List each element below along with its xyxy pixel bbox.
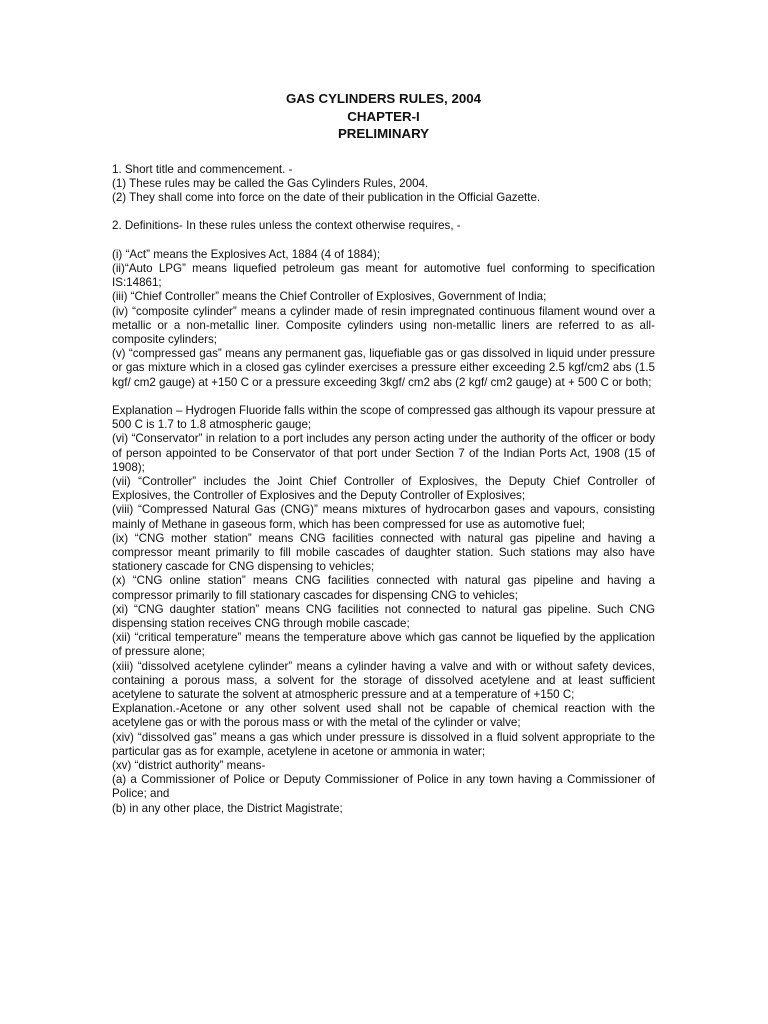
definition-item: (i) “Act” means the Explosives Act, 1884 (4 of 1884); bbox=[112, 247, 381, 261]
section-heading: 2. Definitions- In these rules unless the context otherwise requires, - bbox=[112, 219, 461, 233]
sub-item: (a) a Commissioner of Police or Deputy Commissioner of Police in any town having a Commissioner of Police; and bbox=[112, 773, 655, 801]
definition-item: (vi) “Conservator” in relation to a port includes any person acting under the authority of the officer or body of person appointed to be Conservator of that port under Section 7 of the Indian Ports Act, 1908 (15 of 1908); bbox=[112, 432, 655, 474]
paragraph: (1) These rules may be called the Gas Cylinders Rules, 2004. bbox=[112, 176, 429, 190]
definition-item: (v) “compressed gas” means any permanent gas, liquefiable gas or gas dissolved in liquid under pressure or gas mixture which in a closed gas cylinder exercises a pressure either exceeding 2.5 kgf/cm2 abs (1.5 kgf/ cm2 gauge) at +150 C or a pressure exceeding 3kgf/ cm2 abs (2 kgf/ cm2 gauge) at + 500 C or both; bbox=[112, 347, 655, 389]
chapter-subtitle: PRELIMINARY bbox=[337, 126, 430, 141]
definition-item: (xi) “CNG daughter station” means CNG facilities not connected to natural gas pipeline. Such CNG dispensing station receives CNG through mobile cascade; bbox=[112, 602, 655, 630]
section-definitions-intro bbox=[112, 219, 655, 233]
rules-title: GAS CYLINDERS RULES, 2004 bbox=[285, 91, 482, 106]
definition-item: (xii) “critical temperature” means the temperature above which gas cannot be liquefied by the application of pressure alone; bbox=[112, 631, 655, 659]
definition-item: (xv) “district authority” means- bbox=[112, 758, 266, 772]
document-heading bbox=[112, 90, 655, 143]
definition-item: (x) “CNG online station” means CNG facilities connected with natural gas pipeline and having a compressor primarily to fill stationary cascades for dispensing CNG to vehicles; bbox=[112, 574, 655, 602]
explanation-item: Explanation.-Acetone or any other solvent used shall not be capable of chemical reaction with the acetylene gas or with the porous mass or with the metal of the cylinder or valve; bbox=[112, 702, 655, 730]
explanation-item: Explanation – Hydrogen Fluoride falls within the scope of compressed gas although its vapour pressure at 500 C is 1.7 to 1.8 atmospheric gauge; bbox=[112, 403, 655, 432]
section-heading: 1. Short title and commencement. - bbox=[112, 162, 293, 176]
definition-item: (iii) “Chief Controller” means the Chief Controller of Explosives, Government of India; bbox=[112, 290, 547, 304]
definitions-list-part-2 bbox=[112, 404, 655, 816]
definition-item: (ix) “CNG mother station” means CNG facilities connected with natural gas pipeline and having a compressor meant primarily to fill mobile cascades of daughter station. Such stations may also have stationery cascade for CNG dispensing to vehicles; bbox=[112, 531, 655, 574]
definition-item: (vii) “Controller” includes the Joint Chief Controller of Explosives, the Deputy Chief Controller of Explosives, the Controller of Explosives and the Deputy Controller of Explosives; bbox=[112, 474, 655, 503]
paragraph: (2) They shall come into force on the date of their publication in the Official Gazette. bbox=[112, 190, 541, 204]
chapter-title: CHAPTER-I bbox=[347, 108, 420, 124]
definition-item: (xiv) “dissolved gas” means a gas which under pressure is dissolved in a fluid solvent appropriate to the particular gas as for example, acetylene in acetone or ammonia in water; bbox=[112, 730, 655, 758]
definitions-list-part-1 bbox=[112, 248, 655, 390]
definition-item: (xiii) “dissolved acetylene cylinder” means a cylinder having a valve and with or without safety devices, containing a porous mass, a solvent for the storage of dissolved acetylene and at least sufficient acetylene to saturate the solvent at atmospheric pressure and at a temperature of +150 C; bbox=[112, 659, 655, 701]
sub-item: (b) in any other place, the District Magistrate; bbox=[112, 801, 343, 815]
definition-item: (viii) “Compressed Natural Gas (CNG)” means mixtures of hydrocarbon gases and vapours, consisting mainly of Methane in gaseous form, which has been compressed for use as automotive fuel; bbox=[112, 503, 655, 531]
section-short-title bbox=[112, 163, 655, 206]
document-page bbox=[112, 90, 655, 816]
definition-item: (iv) “composite cylinder” means a cylinder made of resin impregnated continuous filament wound over a metallic or a non-metallic liner. Composite cylinders using non-metallic liners are referred to as all-composite cylinders; bbox=[112, 304, 655, 346]
document-body bbox=[112, 163, 655, 816]
definition-item: (ii)“Auto LPG” means liquefied petroleum gas meant for automotive fuel conforming to specification IS:14861; bbox=[112, 261, 655, 290]
